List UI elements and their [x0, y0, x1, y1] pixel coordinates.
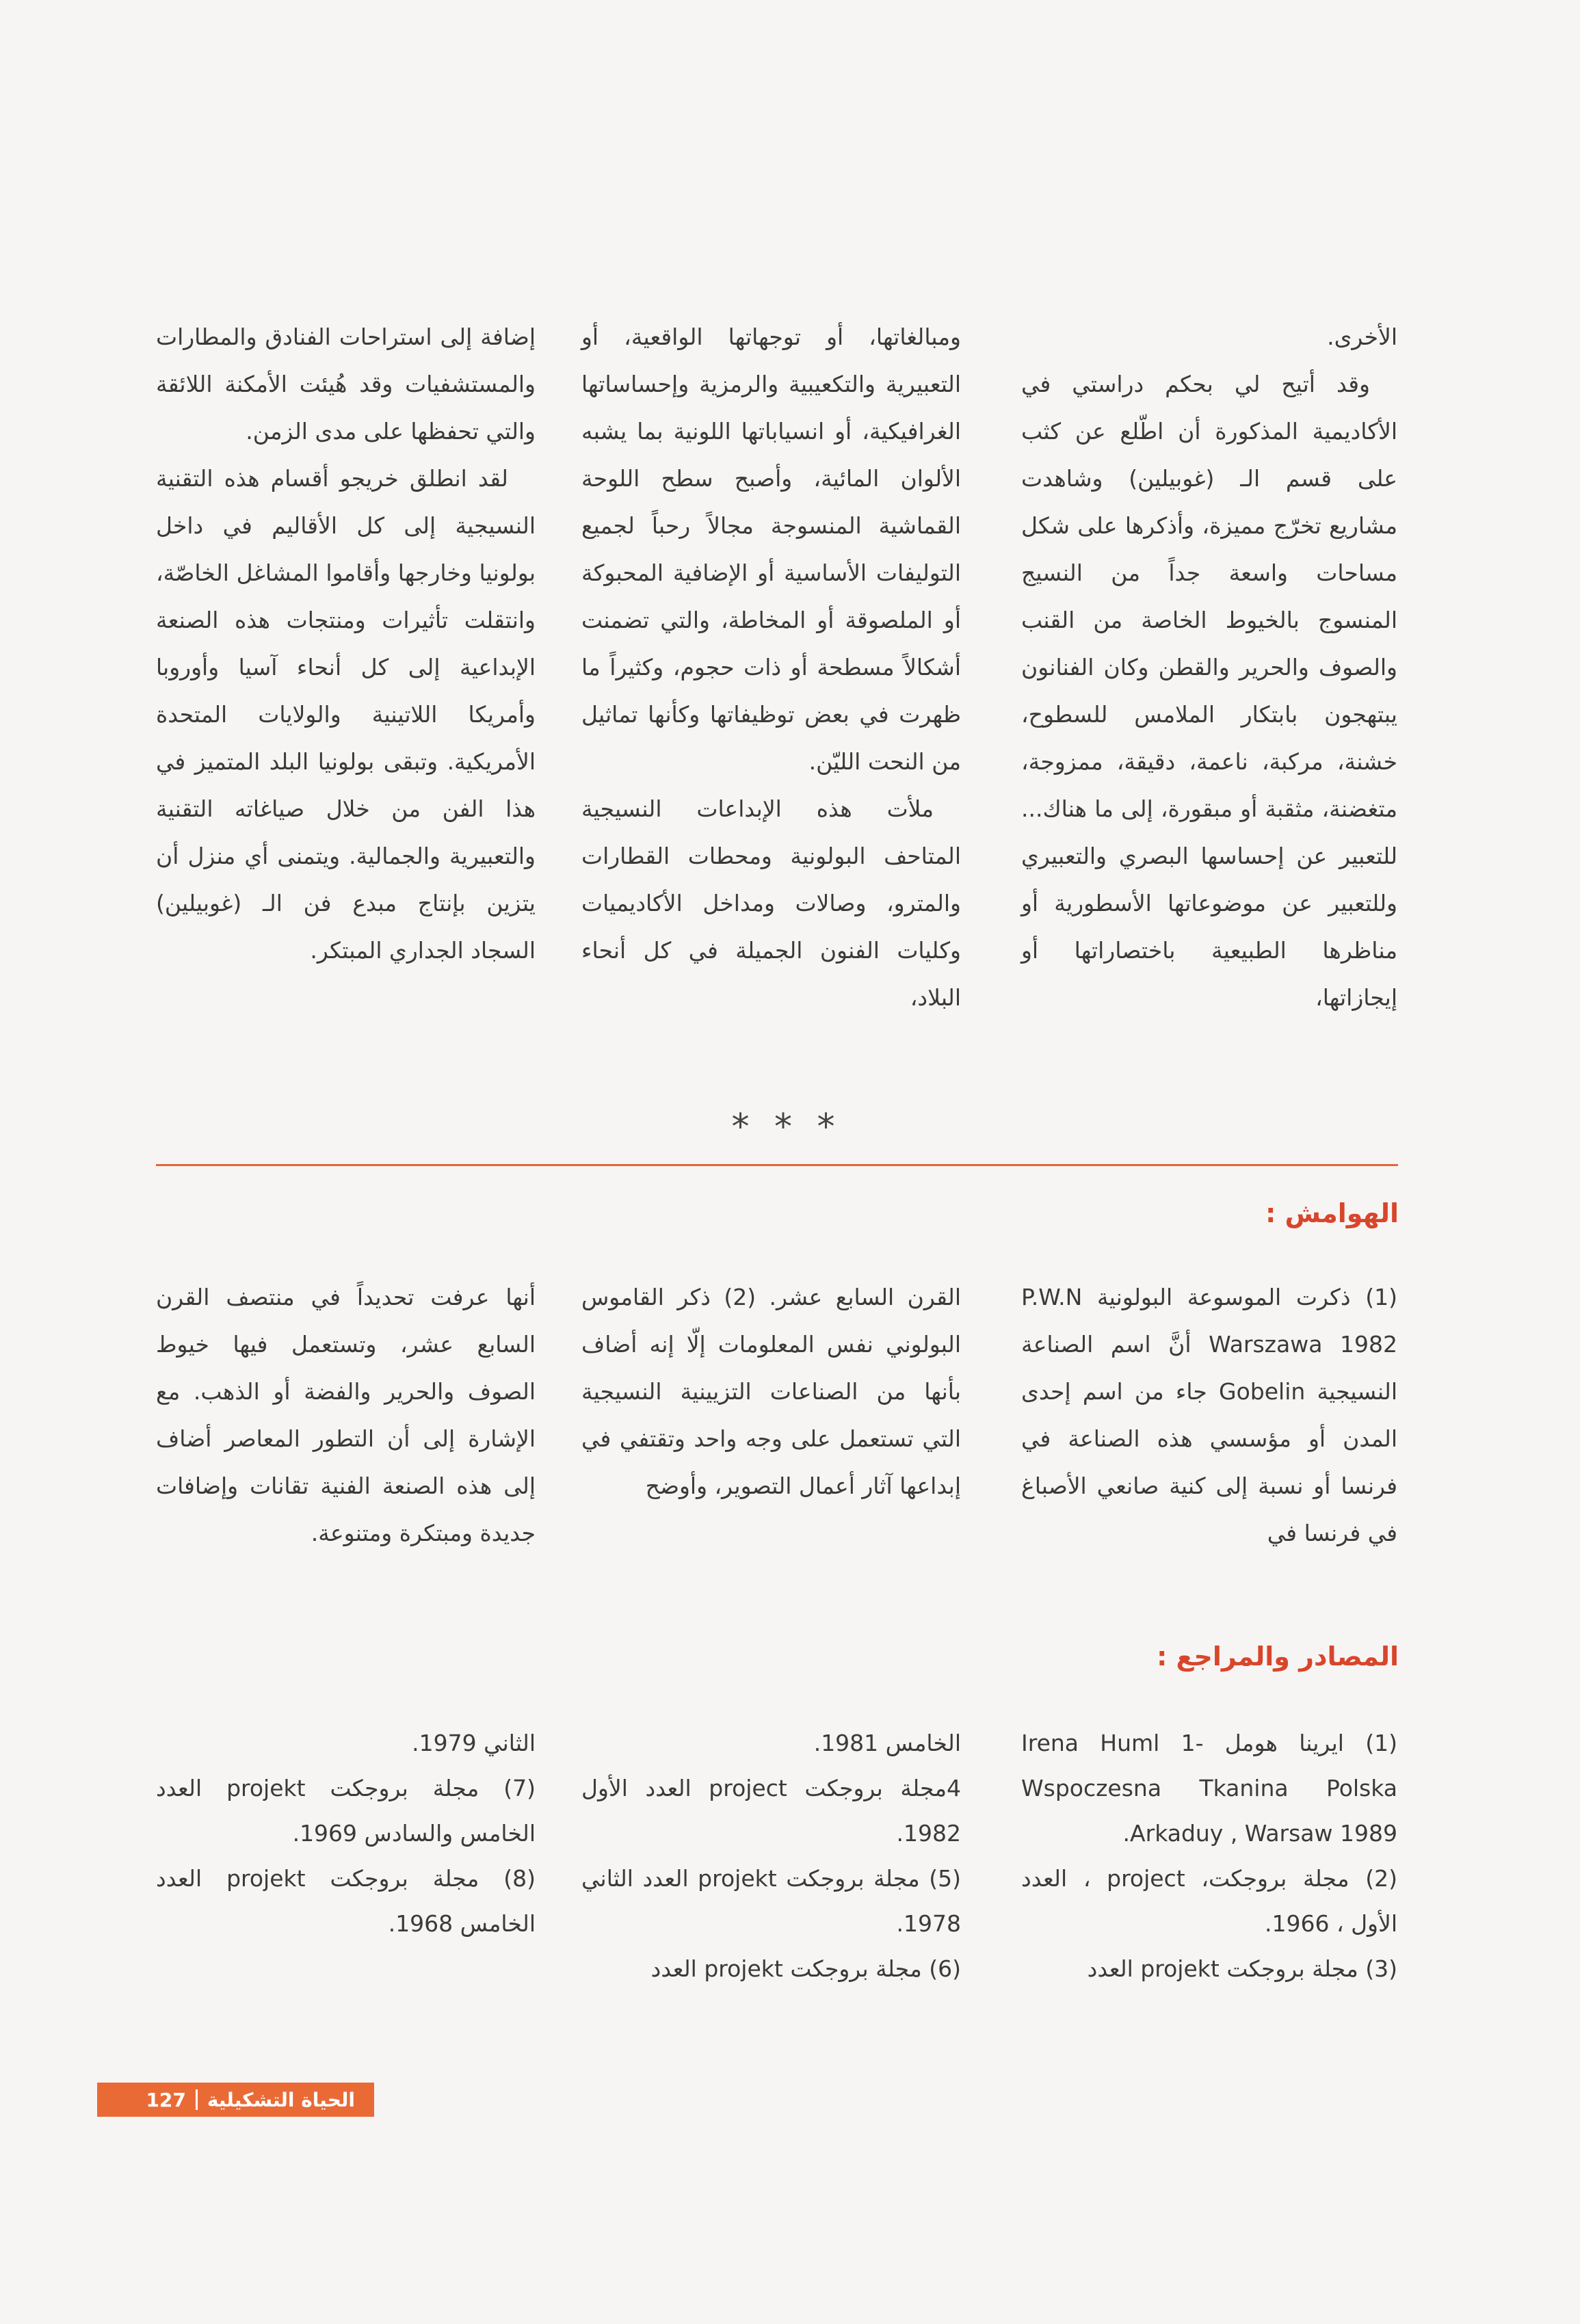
footer-bar	[97, 2083, 374, 2117]
magazine-name: الحياة التشكيلية	[207, 2088, 355, 2111]
footnotes-heading: الهوامش :	[1265, 1198, 1399, 1228]
reference-item: (5) مجلة بروجكت projekt العدد الثاني 1978.	[581, 1865, 961, 1937]
footnote-text: القرن السابع عشر. (2) ذكر القاموس البولوني نفس المعلومات إلّا إنه أضاف بأنها من الصناعات التزيينية النسيجية التي تستعمل على وجه واحد وتقتفي في إبداعها آثار أعمال التصوير، وأوضح	[581, 1284, 961, 1499]
references-column-right	[1021, 1721, 1397, 2022]
body-paragraph: ومبالغاتها، أو توجهاتها الواقعية، أو التعبيرية والتكعيبية والرمزية وإحساساتها الغرافيكية، أو انسياباتها اللونية بما يشبه الألوان المائية، وأصبح سطح اللوحة القماشية المنسوجة مجالاً رحباً لجميع التوليفات الأساسية أو الإضافية المحبوكة أو الملصوقة أو المخاطة، والتي تضمنت أشكالاً مسطحة أو ذات حجوم، وكثيراً ما ظهرت في بعض توظيفاتها وكأنها تماثيل من النحت الليّن.	[581, 323, 961, 775]
references-column-left	[156, 1721, 536, 2022]
page-number: 127	[146, 2088, 186, 2111]
footnotes-column-middle	[581, 1273, 961, 1595]
body-paragraph: لقد انطلق خريجو أقسام هذه التقنية النسيجية إلى كل الأقاليم في داخل بولونيا وخارجها وأقاموا المشاغل الخاصّة، وانتقلت تأثيرات ومنتجات هذه الصنعة الإبداعية إلى كل أنحاء آسيا وأوروبا وأمريكا اللاتينية والولايات المتحدة الأمريكية. وتبقى بولونيا البلد المتميز في هذا الفن من خلال صياغاته التقنية والتعبيرية والجمالية. ويتمنى أي منزل أن يتزين بإنتاج مبدع فن الـ (غوبيلين) السجاد الجداري المبتكر.	[156, 465, 536, 964]
body-column-middle	[581, 313, 961, 1011]
body-paragraph: إضافة إلى استراحات الفنادق والمطارات والمستشفيات وقد هُيئت الأمكنة اللائقة والتي تحفظها على مدى الزمن.	[156, 323, 536, 445]
body-paragraph: وقد أتيح لي بحكم دراستي في الأكاديمية المذكورة أن اطّلع عن كثب على قسم الـ (غوبيلين) وشاهدت مشاريع تخرّج مميزة، وأذكرها على شكل مساحات واسعة جداً من النسيج المنسوج بالخيوط الخاصة من القنب والصوف والحرير والقطن وكان الفنانون يبتهجون بابتكار الملامس للسطوح، خشنة، مركبة، ناعمة، دقيقة، ممزوجة، متغضنة، مثقبة أو مبقورة، إلى ما هناك... للتعبير عن إحساسها البصري والتعبيري وللتعبير عن موضوعاتها الأسطورية أو مناظرها الطبيعية باختصاراتها أو إيجازاتها،	[1021, 371, 1397, 1011]
body-paragraph: الأخرى.	[1327, 323, 1397, 350]
reference-item: (7) مجلة بروجكت projekt العدد الخامس والسادس 1969.	[156, 1775, 536, 1847]
references-heading: المصادر والمراجع :	[1157, 1641, 1399, 1672]
reference-item: 4مجلة بروجكت project العدد الأول 1982.	[581, 1775, 961, 1847]
references-column-middle	[581, 1721, 961, 2022]
reference-item: الثاني 1979.	[412, 1730, 536, 1756]
footnotes-column-right	[1021, 1273, 1397, 1595]
footnotes-column-left	[156, 1273, 536, 1595]
reference-item: (6) مجلة بروجكت projekt العدد	[650, 1955, 961, 1982]
footnote-text: (1) ذكرت الموسوعة البولونية P.W.N Warszawa 1982 أنَّ اسم الصناعة النسيجية Gobelin جاء من اسم إحدى المدن أو مؤسسي هذه الصناعة في فرنسا أو نسبة إلى كنية صانعي الأصباغ في فرنسا في	[1021, 1284, 1397, 1546]
divider-rule	[156, 1164, 1398, 1166]
body-column-right	[1021, 313, 1397, 1011]
reference-item: (8) مجلة بروجكت projekt العدد الخامس 1968.	[156, 1865, 536, 1937]
section-separator-stars: * * *	[731, 1107, 842, 1148]
reference-item: (2) مجلة بروجكت، project ، العدد الأول ، 1966.	[1021, 1865, 1397, 1937]
footer-separator	[196, 2089, 198, 2110]
reference-item: الخامس 1981.	[813, 1730, 961, 1756]
reference-item: (3) مجلة بروجكت projekt العدد	[1087, 1955, 1397, 1982]
footnote-text: أنها عرفت تحديداً في منتصف القرن السابع عشر، وتستعمل فيها خيوط الصوف والحرير والفضة أو الذهب. مع الإشارة إلى أن التطور المعاصر أضاف إلى هذه الصنعة الفنية تقانات وإضافات جديدة ومبتكرة ومتنوعة.	[156, 1284, 536, 1546]
reference-item: (1) ايرينا هومل -1 Irena Huml Wspoczesna Tkanina Polska Arkaduy , Warsaw 1989.	[1021, 1730, 1397, 1847]
body-paragraph: ملأت هذه الإبداعات النسيجية المتاحف البولونية ومحطات القطارات والمترو، وصالات ومداخل الأكاديميات وكليات الفنون الجميلة في كل أنحاء البلاد،	[581, 795, 961, 1011]
body-column-left	[156, 313, 536, 990]
